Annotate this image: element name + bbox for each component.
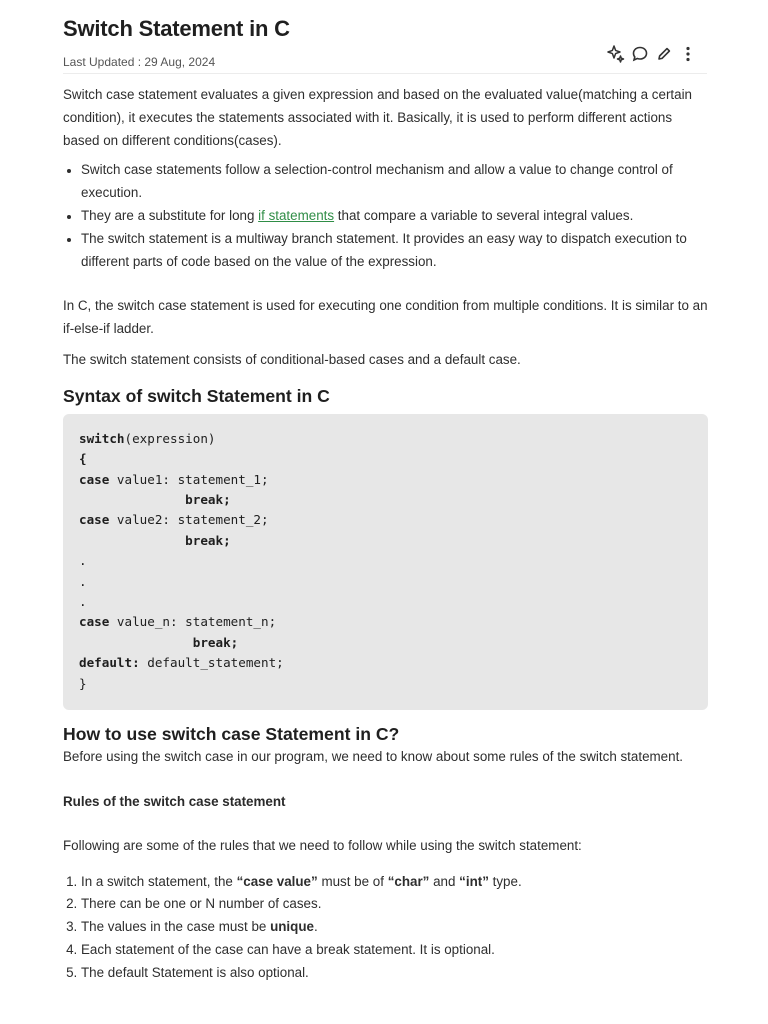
syntax-heading: Syntax of switch Statement in C	[63, 385, 330, 406]
list-item: • They are a substitute for long if statements that compare a variable to several integral values.	[81, 205, 708, 228]
consists-paragraph: The switch statement consists of conditional-based cases and a default case.	[63, 351, 521, 367]
howto-paragraph: Before using the switch case in our program, we need to know about some rules of the switch statement.	[63, 749, 684, 765]
list-item: • The switch statement is a multiway branch statement. It provides an easy way to dispatch execution to different parts of code based on the value of the expression.	[81, 228, 708, 274]
syntax-code-block: switch(expression) { case value1: statement_1; break; case value2: statement_2; break; . . . case value_n: statement_n; break; default: default_statement; }	[63, 414, 708, 710]
rules-heading: Rules of the switch case statement	[63, 793, 286, 809]
article-toolbar	[604, 42, 700, 66]
more-vertical-icon[interactable]	[676, 42, 700, 66]
rules-intro: Following are some of the rules that we need to follow while using the switch statement:	[63, 837, 582, 853]
c-switch-paragraph: In C, the switch case statement is used for executing one condition from multiple conditions. It is similar to an if-else-if ladder.	[63, 298, 708, 337]
last-updated: Last Updated : 29 Aug, 2024	[63, 55, 216, 69]
list-item: 5. The default Statement is also optional.	[81, 962, 708, 985]
header-divider	[63, 73, 707, 74]
list-item: 1. In a switch statement, the “case value” must be of “char” and “int” type.	[81, 871, 708, 894]
edit-icon[interactable]	[652, 42, 676, 66]
list-item: 2. There can be one or N number of cases.	[81, 893, 708, 916]
list-item: • Switch case statements follow a selection-control mechanism and allow a value to change control of execution.	[81, 159, 708, 205]
list-item: 3. The values in the case must be unique.	[81, 916, 708, 939]
article-body	[63, 84, 708, 985]
sparkle-icon[interactable]	[604, 42, 628, 66]
howto-heading: How to use switch case Statement in C?	[63, 724, 400, 745]
page-title: Switch Statement in C	[63, 16, 290, 41]
comment-icon[interactable]	[628, 42, 652, 66]
if-statements-link[interactable]: if statements	[258, 207, 335, 223]
list-item: 4. Each statement of the case can have a break statement. It is optional.	[81, 939, 708, 962]
rules-list	[63, 871, 708, 985]
feature-list	[63, 159, 708, 273]
intro-paragraph: Switch case statement evaluates a given expression and based on the evaluated value(matching a certain condition), it executes the statements associated with it. Basically, it is used to perform different actions based on different conditions(cases).	[63, 87, 693, 148]
